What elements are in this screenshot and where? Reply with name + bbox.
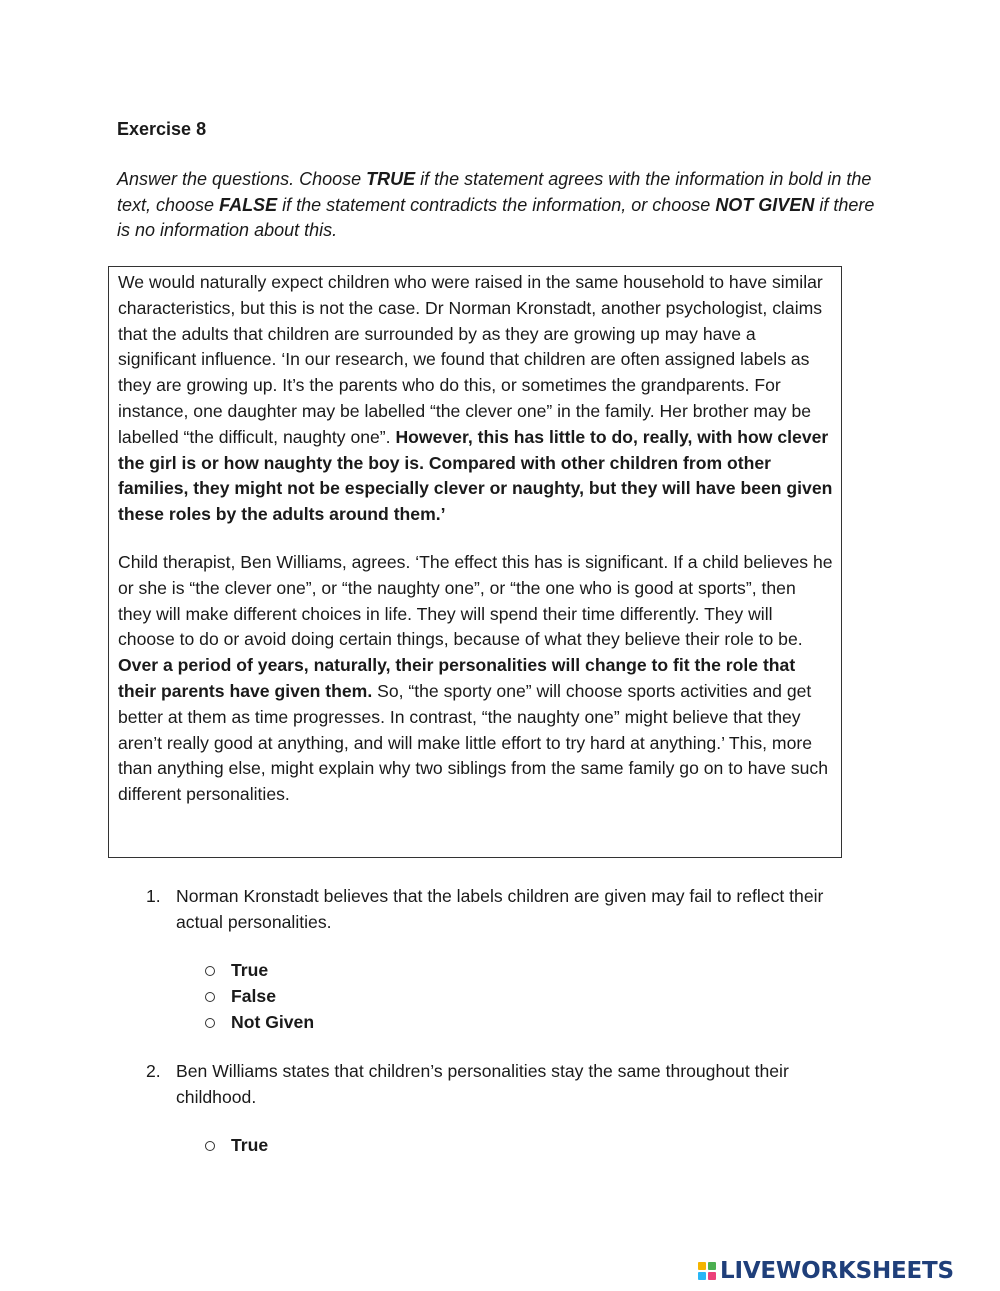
instructions-text: if the statement agrees with the information in bold in the text, choose [117,169,872,215]
false-keyword: FALSE [219,194,278,215]
question-1-options [205,957,314,1035]
passage-paragraph [118,550,833,808]
passage-text: So, “the sporty one” will choose sports activities and get better at them as time progresses. In contrast, “the naughty one” might believe that they aren’t really good at anything, and will make little effort to try hard at anything.’ This, more than anything else, might explain why two siblings from the same family go on to have such different personalities. [118,680,828,805]
option-label: Not Given [231,1012,315,1032]
question-text: Norman Kronstadt believes that the labels children are given may fail to reflect their actual personalities. [176,886,824,932]
instructions-text: Answer the questions. Choose [117,169,367,189]
option-true[interactable] [205,957,314,983]
option-label: True [231,1135,269,1155]
question-number: 2. [146,1061,161,1081]
radio-circle-icon[interactable] [205,1018,215,1028]
question-1 [146,884,866,935]
exercise-title: Exercise 8 [117,119,207,139]
instructions [117,167,887,244]
option-false[interactable] [205,983,314,1009]
radio-circle-icon[interactable] [205,966,215,976]
passage-bold-text: Over a period of years, naturally, their personalities will change to fit the role that their parents have given them. [118,655,796,701]
passage-text: We would naturally expect children who were raised in the same household to have similar characteristics, but this is not the case. Dr Norman Kronstadt, another psychologist, claims that the adults that children are surrounded by as they are growing up may have a significant influence. ‘In our research, we found that children are often assigned labels as they are growing up. It’s the parents who do this, or sometimes the grandparents. For instance, one daughter may be labelled “the clever one” in the family. Her brother may be labelled “the difficult, naughty one”. [118,272,823,447]
reading-passage [108,266,842,858]
liveworksheets-logo[interactable] [698,1258,954,1284]
question-2 [146,1059,866,1110]
logo-blocks-icon [698,1262,716,1280]
not-given-keyword: NOT GIVEN [715,194,815,215]
question-2-options [205,1132,268,1158]
question-text: Ben Williams states that children’s personalities stay the same throughout their childhood. [176,1061,789,1107]
radio-circle-icon[interactable] [205,992,215,1002]
radio-circle-icon[interactable] [205,1141,215,1151]
option-label: True [231,960,269,980]
logo-text: LIVEWORKSHEETS [720,1258,954,1284]
option-not-given[interactable] [205,1009,314,1035]
passage-paragraph [118,270,833,528]
option-label: False [231,986,276,1006]
passage-bold-text: However, this has little to do, really, with how clever the girl is or how naughty the boy is. Compared with other children from other families, they might not be especially clever or naughty, but they will have been given these roles by the adults around them.’ [118,426,833,525]
passage-text: Child therapist, Ben Williams, agrees. ‘The effect this has is significant. If a child believes he or she is “the clever one”, or “the naughty one”, or “the one who is good at sports”, then they will make different choices in life. They will spend their time differently. They will choose to do or avoid doing certain things, because of what they believe their role to be. [118,551,833,650]
question-number: 1. [146,886,161,906]
instructions-text: if there is no information about this. [117,194,875,240]
true-keyword: TRUE [366,169,416,189]
instructions-text: if the statement contradicts the information, or choose [277,194,716,215]
option-true[interactable] [205,1132,268,1158]
